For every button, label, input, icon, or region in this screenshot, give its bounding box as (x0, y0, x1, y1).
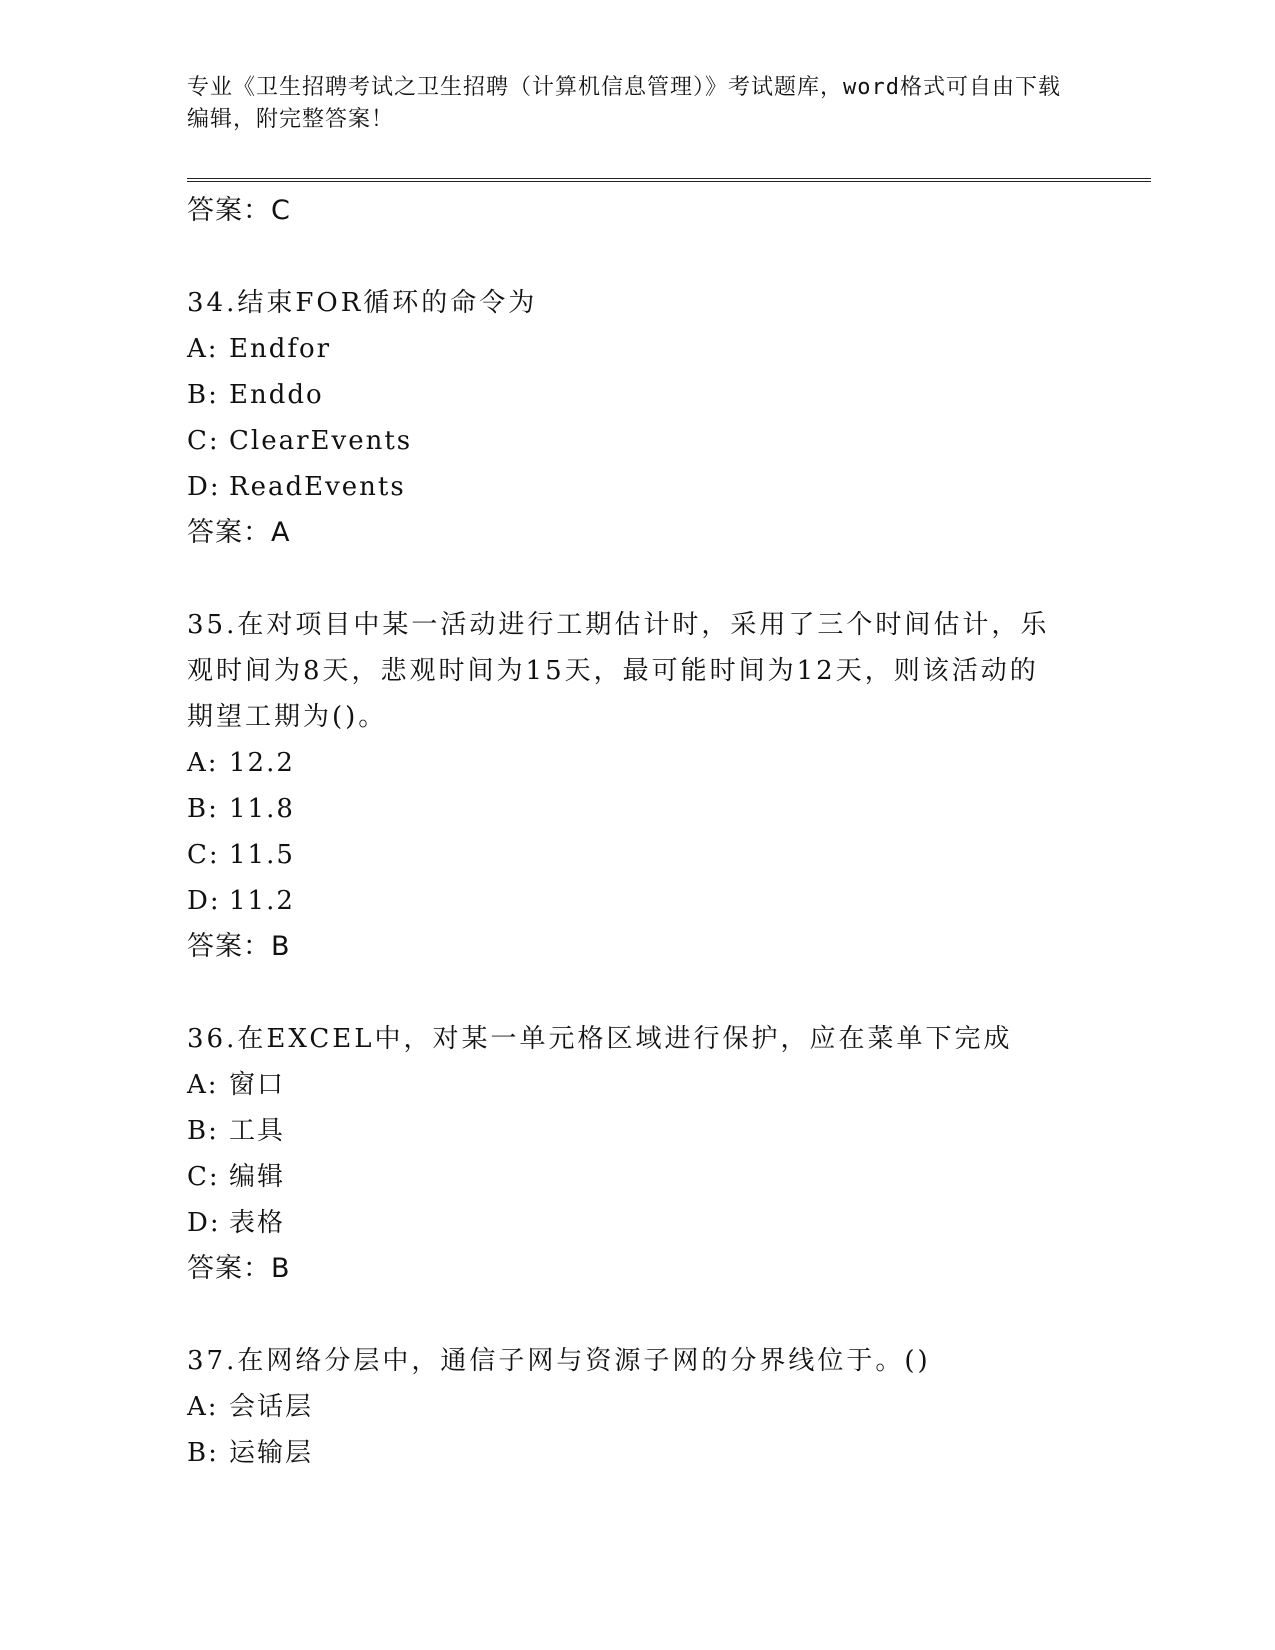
option-b (187, 786, 1087, 832)
option-text: 11.2 (229, 886, 295, 916)
option-d (187, 878, 1087, 924)
option-letter: B: (187, 794, 219, 824)
question-block (187, 280, 1087, 556)
option-text: 会话层 (229, 1392, 314, 1422)
option-letter: B: (187, 380, 219, 410)
spacer (187, 556, 1087, 602)
option-text: 编辑 (229, 1162, 286, 1192)
question-block (187, 1016, 1087, 1292)
option-text: 11.5 (229, 840, 295, 870)
option-d (187, 464, 1087, 510)
option-letter: C: (187, 840, 220, 870)
option-a (187, 1384, 1087, 1430)
option-letter: C: (187, 1162, 220, 1192)
answer-line: 答案：B (187, 931, 291, 962)
answer-line: 答案：C (187, 195, 291, 226)
option-letter: A: (187, 1070, 219, 1100)
document-header: 专业《卫生招聘考试之卫生招聘（计算机信息管理）》考试题库，word格式可自由下载编辑，附完整答案！ (187, 75, 1061, 132)
option-a (187, 740, 1087, 786)
option-a (187, 326, 1087, 372)
option-letter: A: (187, 334, 219, 364)
option-text: Enddo (229, 380, 324, 410)
option-b (187, 1108, 1087, 1154)
option-letter: C: (187, 426, 220, 456)
option-text: 窗口 (229, 1070, 286, 1100)
option-letter: B: (187, 1116, 219, 1146)
option-b (187, 372, 1087, 418)
option-text: 工具 (229, 1116, 286, 1146)
option-text: 运输层 (229, 1438, 314, 1468)
option-text: ReadEvents (229, 472, 406, 502)
option-text: Endfor (229, 334, 332, 364)
question-text: 35.在对项目中某一活动进行工期估计时，采用了三个时间估计，乐观时间为8天，悲观时间为15天，最可能时间为12天，则该活动的期望工期为()。 (187, 610, 1050, 732)
question-text: 37.在网络分层中，通信子网与资源子网的分界线位于。() (187, 1346, 931, 1376)
question-text: 36.在EXCEL中，对某一单元格区域进行保护，应在菜单下完成 (187, 1024, 1013, 1054)
option-a (187, 1062, 1087, 1108)
option-b (187, 1430, 1087, 1476)
option-text: 表格 (229, 1208, 286, 1238)
option-letter: B: (187, 1438, 219, 1468)
option-letter: D: (187, 886, 221, 916)
option-letter: D: (187, 472, 221, 502)
question-block (187, 602, 1087, 970)
option-letter: A: (187, 1392, 219, 1422)
option-text: 12.2 (229, 748, 295, 778)
question-text: 34.结束FOR循环的命令为 (187, 288, 538, 318)
option-c (187, 1154, 1087, 1200)
option-text: 11.8 (229, 794, 295, 824)
option-letter: A: (187, 748, 219, 778)
spacer (187, 234, 1087, 280)
answer-line: 答案：A (187, 517, 291, 548)
option-c (187, 418, 1087, 464)
option-letter: D: (187, 1208, 221, 1238)
option-text: ClearEvents (229, 426, 413, 456)
option-d (187, 1200, 1087, 1246)
spacer (187, 1292, 1087, 1338)
answer-line: 答案：B (187, 1253, 291, 1284)
spacer (187, 970, 1087, 1016)
header-divider (187, 178, 1151, 182)
question-list (187, 188, 1087, 1476)
option-c (187, 832, 1087, 878)
question-block (187, 1338, 1087, 1476)
